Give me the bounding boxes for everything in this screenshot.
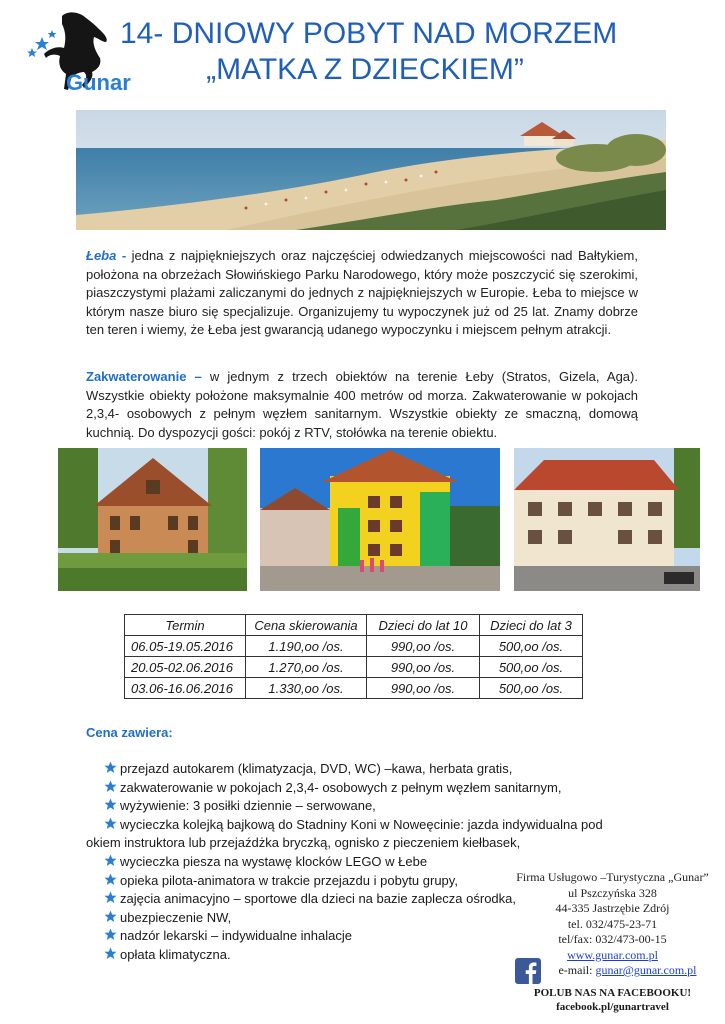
header-termin: Termin: [125, 615, 246, 636]
firm-street: ul Pszczyńska 328: [568, 885, 657, 900]
cell-termin: 03.06-16.06.2016: [125, 678, 246, 699]
star-bullet-icon: [104, 798, 117, 811]
cell-dzieci-3: 500,oo /os.: [480, 678, 583, 699]
table-row: [125, 678, 583, 699]
star-bullet-icon: [104, 947, 117, 960]
intro-paragraph: [86, 247, 638, 340]
intro-text: jedna z najpiękniejszych oraz najczęściej odwiedzanych miejscowości nad Bałtykiem, położona na obrzeżach Słowińskiego Parku Narodowego, który może poszczycić się szerokimi, piaszczystymi plażami zaliczanymi do jednych z najpiękniejszych w Europie. Łeba to miejsce w którym nasze biuro się specjalizuje. Organizujemy tu wypoczynek już od 25 lat. Znamy dobrze ten teren i wiemy, że Łeba jest gwarancją udanego wypoczynku i miejscem pełnym atrakcji.: [86, 248, 638, 338]
includes-heading: Cena zawiera:: [86, 725, 173, 740]
header-dzieci-3: Dzieci do lat 3: [480, 615, 583, 636]
title-line-1: 14- DNIOWY POBYT NAD MORZEM: [120, 17, 618, 50]
table-header-row: [125, 615, 583, 636]
accommodation-lead: Zakwaterowanie –: [86, 369, 202, 384]
table-row: [125, 657, 583, 678]
list-item: zakwaterowanie w pokojach 2,3,4- osobowych z pełnym węzłem sanitarnym,: [104, 779, 624, 798]
beach-photo: [76, 110, 666, 230]
cell-cena: 1.330,oo /os.: [246, 678, 367, 699]
facebook-url[interactable]: facebook.pl/gunartravel: [556, 1001, 669, 1013]
hotel-photo-gizela: [260, 448, 500, 591]
list-item: opłata klimatyczna.: [104, 946, 624, 965]
title-line-2: „MATKA Z DZIECKIEM”: [206, 53, 524, 86]
list-item: wyżywienie: 3 posiłki dziennie – serwowane,: [104, 797, 624, 816]
website-link[interactable]: www.gunar.com.pl: [567, 947, 658, 962]
facebook-promo: [505, 986, 720, 1014]
firm-phone: tel. 032/475-23-71: [567, 916, 658, 931]
list-item-continuation: okiem instruktora lub przejaźdżka bryczką, ognisko z pieczeniem kiełbasek,: [86, 835, 521, 851]
cell-dzieci-10: 990,oo /os.: [367, 657, 480, 678]
table-row: [125, 636, 583, 657]
list-item: przejazd autokarem (klimatyzacja, DVD, WC) –kawa, herbata gratis,: [104, 760, 624, 779]
cell-dzieci-3: 500,oo /os.: [480, 636, 583, 657]
accommodation-text: w jednym z trzech obiektów na terenie Łeby (Stratos, Gizela, Aga). Wszystkie obiekty położone maksymalnie 400 metrów od morza. Zakwaterowanie w pokojach 2,3,4- osobowych z pełnym węzłem sanitarnym. Wszystkie obiekty ze smaczną, domową kuchnią. Do dyspozycji gości: pokój z RTV, stołówka na terenie obiektu.: [86, 369, 638, 440]
intro-lead: Łeba -: [86, 248, 127, 263]
email-link[interactable]: gunar@gunar.com.pl: [595, 963, 697, 977]
firm-city: 44-335 Jastrzębie Zdrój: [555, 901, 670, 915]
star-bullet-icon: [104, 780, 117, 793]
cell-dzieci-3: 500,oo /os.: [480, 657, 583, 678]
star-bullet-icon: [104, 873, 117, 886]
star-bullet-icon: [104, 891, 117, 904]
list-item: wycieczka kolejką bajkową do Stadniny Koni w Noweęcinie: jazda indywidualna pod: [104, 816, 624, 835]
list-item: wycieczka piesza na wystawę klocków LEGO w Łebe: [104, 853, 624, 872]
price-table: [124, 614, 583, 699]
cell-dzieci-10: 990,oo /os.: [367, 678, 480, 699]
facebook-cta: POLUB NAS NA FACEBOOKU!: [533, 987, 692, 999]
hotel-photo-aga: [514, 448, 700, 591]
page-title: [120, 16, 618, 88]
list-item: ubezpieczenie NW,: [104, 909, 624, 928]
list-item: zajęcia animacyjno – sportowe dla dzieci na bazie zaplecza ośrodka,: [104, 890, 624, 909]
star-bullet-icon: [104, 761, 117, 774]
star-bullet-icon: [104, 928, 117, 941]
star-bullet-icon: [104, 854, 117, 867]
list-item: nadzór lekarski – indywidualne inhalacje: [104, 927, 624, 946]
star-bullet-icon: [104, 817, 117, 830]
email-label: e-mail:: [558, 963, 596, 977]
cell-cena: 1.270,oo /os.: [246, 657, 367, 678]
cell-cena: 1.190,oo /os.: [246, 636, 367, 657]
star-bullet-icon: [104, 910, 117, 923]
list-item: opieka pilota-animatora w trakcie przejazdu i pobytu grupy,: [104, 872, 624, 891]
cell-termin: 06.05-19.05.2016: [125, 636, 246, 657]
cell-termin: 20.05-02.06.2016: [125, 657, 246, 678]
header-cena: Cena skierowania: [246, 615, 367, 636]
hotel-photo-stratos: [58, 448, 247, 591]
logo-text: Gunar: [66, 70, 131, 95]
firm-fax: tel/fax: 032/473-00-15: [558, 932, 667, 946]
cell-dzieci-10: 990,oo /os.: [367, 636, 480, 657]
accommodation-paragraph: [86, 368, 638, 442]
facebook-icon[interactable]: [515, 958, 541, 984]
firm-name: Firma Usługowo –Turystyczna „Gunar”: [516, 870, 709, 884]
header-dzieci-10: Dzieci do lat 10: [367, 615, 480, 636]
